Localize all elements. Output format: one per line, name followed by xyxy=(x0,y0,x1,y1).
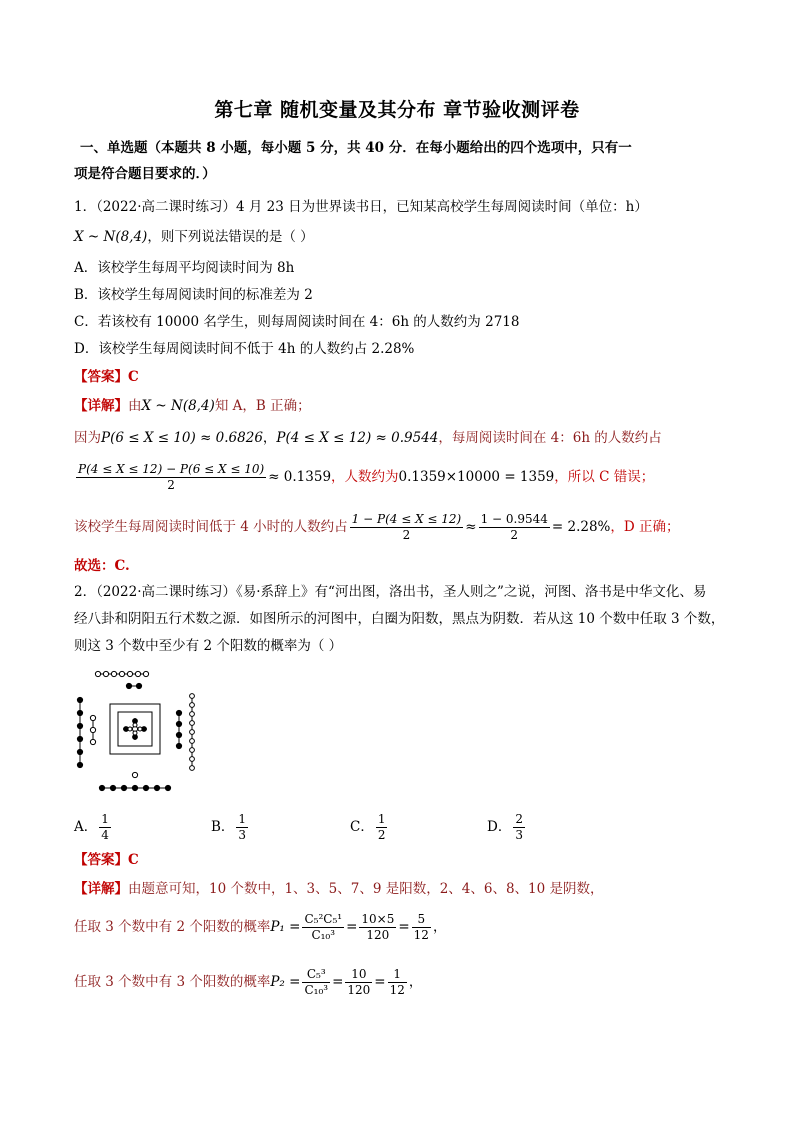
q1-detail2-b: ，每周阅读时间在 4：6h 的人数约占 xyxy=(438,430,662,446)
q1-answer-label: 【答案】 xyxy=(74,369,128,385)
q1-detail-line1 xyxy=(74,396,311,416)
q1-detail2-a: 因为 xyxy=(74,430,101,446)
q1-source: （2022·高二课时练习） xyxy=(96,199,236,215)
q1-option-a: A．该校学生每周平均阅读时间为 8h xyxy=(74,260,295,276)
q2-stem-line2: 经八卦和阴阳五行术数之源．如图所示的河图中，白圈为阳数，黑点为阴数．若从这 10 个数中任取 3 个数， xyxy=(74,611,725,627)
q2-answer-value: C xyxy=(128,852,139,868)
page-title: 第七章 随机变量及其分布 章节验收测评卷 xyxy=(214,99,580,121)
q1-detail3-val: ≈ 0.1359 xyxy=(268,469,332,485)
q1-option-b: B．该校学生每周阅读时间的标准差为 2 xyxy=(74,287,313,303)
q1-answer xyxy=(74,367,139,387)
q1-option-c: C．若该校有 10000 名学生，则每周阅读时间在 4：6h 的人数约为 2718 xyxy=(74,314,520,330)
q1-detail-line4: 该校学生每周阅读时间低于 4 小时的人数约占 $\frac{1 - P(4 \le X \le 12)}{2}$ ≈ $\frac{1 - 0.9544}{2}$ = 2.28%，D 正确； xyxy=(74,512,680,542)
section-heading-line1: 一、单选题（本题共 8 小题，每小题 5 分，共 40 分．在每小题给出的四个选项中，只有一 xyxy=(80,140,632,156)
q2-source: （2022·高二课时练习） xyxy=(96,584,236,600)
q2-detail-label: 【详解】 xyxy=(74,881,128,897)
q1-detail2-m1: P(6 ≤ X ≤ 10) ≈ 0.6826 xyxy=(101,430,263,446)
q2-answer xyxy=(74,850,139,870)
q2-stem-line1 xyxy=(74,582,706,602)
q1-detail4-val: = 2.28% xyxy=(551,519,611,535)
q2-option-a: A． $\frac{1}{4}$ xyxy=(74,812,109,842)
q1-distribution: X ~ N(8,4) xyxy=(74,229,148,245)
q1-detail4-a: 该校学生每周阅读时间低于 4 小时的人数约占 xyxy=(74,519,348,535)
q1-detail4-frac2: $\frac{1 - 0.9544}{2}$ xyxy=(480,512,548,542)
q1-detail3-fraction: $\frac{P(4 \le X \le 12) - P(6 \le X \le 10)}{2}$ xyxy=(78,462,265,492)
q2-option-c: C． $\frac{1}{2}$ xyxy=(350,812,386,842)
q1-option-d: D．该校学生每周阅读时间不低于 4h 的人数约占 2.28% xyxy=(74,341,415,357)
q2-stem-line3: 则这 3 个数中至少有 2 个阳数的概率为（ ） xyxy=(74,638,343,654)
q1-conclusion: 故选：C. xyxy=(74,558,130,574)
section-heading-line2: 项是符合题目要求的．） xyxy=(74,166,216,182)
q1-detail3-c: ，所以 C 错误； xyxy=(554,469,655,485)
q2-detail-line2: 任取 3 个数中有 2 个阳数的概率P₁ = $\frac{\text{C₅²C₅¹}}{\text{C₁₀³}}$ = $\frac{10\times 5}{120}$ = $\frac{5}{12}$ ， xyxy=(74,912,447,942)
q2-detail1: 由题意可知，10 个数中，1、3、5、7、9 是阳数，2、4、6、8、10 是阴数， xyxy=(128,881,604,897)
q2-answer-label: 【答案】 xyxy=(74,852,128,868)
q1-detail3-b: ，人数约为 xyxy=(331,469,399,485)
q1-stem2-text: ，则下列说法错误的是（ ） xyxy=(147,229,314,245)
q2-detail2-a: 任取 3 个数中有 2 个阳数的概率 xyxy=(74,919,271,935)
q2-option-d: D． $\frac{2}{3}$ xyxy=(487,812,523,842)
q1-detail-label: 【详解】 xyxy=(74,398,128,414)
q1-stem-line1 xyxy=(74,197,648,217)
q2-number: 2． xyxy=(74,584,97,600)
q1-detail1-a: 由 xyxy=(128,398,142,414)
q1-detail2-m2: P(4 ≤ X ≤ 12) ≈ 0.9544 xyxy=(276,430,439,446)
q1-detail3-calc: 0.1359×10000 = 1359 xyxy=(398,469,555,485)
q1-stem1: 4 月 23 日为世界读书日，已知某高校学生每周阅读时间（单位：h） xyxy=(236,199,648,215)
q1-detail4-b: ，D 正确； xyxy=(610,519,680,535)
q2-detail2-p: P₁ = xyxy=(270,919,301,935)
q1-detail4-frac1: $\frac{1 - P(4 \le X \le 12)}{2}$ xyxy=(351,512,462,542)
hetu-diagram xyxy=(72,666,212,796)
q1-answer-value: C xyxy=(128,369,139,385)
q1-stem-line2 xyxy=(74,227,314,247)
q2-detail-line3: 任取 3 个数中有 3 个阳数的概率P₂ = $\frac{\text{C₅³}}{\text{C₁₀³}}$ = $\frac{10}{120}$ = $\frac{1}{12}$ ， xyxy=(74,967,423,997)
q1-detail-line3 xyxy=(74,462,654,493)
q1-number: 1． xyxy=(74,199,97,215)
q2-detail-line1 xyxy=(74,879,604,899)
q1-detail-line2: 因为P(6 ≤ X ≤ 10) ≈ 0.6826，P(4 ≤ X ≤ 12) ≈ 0.9544，每周阅读时间在 4：6h 的人数约占 xyxy=(74,430,662,446)
q2-detail3-p: P₂ = xyxy=(270,974,301,990)
q2-option-b: B． $\frac{1}{3}$ xyxy=(211,812,247,842)
q2-stem1: 《易·系辞上》有“河出图，洛出书，圣人则之”之说，河图、洛书是中华文化、易 xyxy=(236,584,707,600)
q1-detail1-math: X ~ N(8,4) xyxy=(141,398,215,414)
q1-detail1-b: 知 A，B 正确； xyxy=(214,398,311,414)
q2-detail3-a: 任取 3 个数中有 3 个阳数的概率 xyxy=(74,974,271,990)
